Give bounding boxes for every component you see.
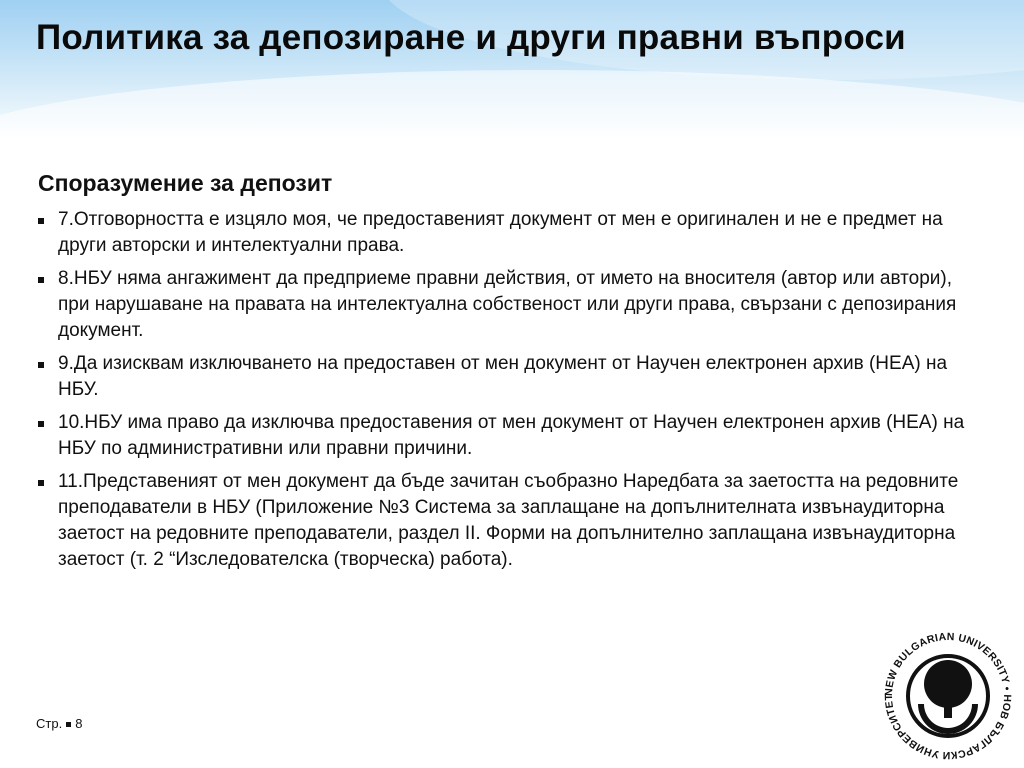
page-number: 8 (75, 716, 83, 731)
bullet-text: 8.НБУ няма ангажимент да предприеме правни действия, от името на вносителя (автор или автори), при нарушаване на правата на интелектуална собственост или други права, свързани с депозирания документ. (58, 268, 957, 341)
separator-icon (66, 722, 71, 727)
bullet-item (38, 266, 988, 344)
page-footer (36, 716, 82, 731)
header-wave (0, 70, 1024, 140)
bullet-icon (38, 218, 44, 224)
logo-ring-text: NEW BULGARIAN UNIVERSITY • НОВ БЪЛГАРСКИ УНИВЕРСИТЕТ (882, 630, 1014, 762)
bullet-item (38, 469, 988, 573)
bullet-icon (38, 362, 44, 368)
bullet-text: 9.Да изисквам изключването на предоставен от мен документ от Научен електронен архив (НЕА) на НБУ. (58, 353, 948, 400)
bullet-text: 7.Отговорността е изцяло моя, че предоставеният документ от мен е оригинален и не е предмет на други авторски и интелектуални права. (58, 209, 943, 256)
slide-title: Политика за депозиране и други правни въпроси (36, 18, 906, 57)
bullet-item (38, 410, 988, 462)
section-heading: Споразумение за депозит (38, 170, 333, 196)
bullet-icon (38, 277, 44, 283)
bullet-item (38, 351, 988, 403)
bullet-icon (38, 421, 44, 427)
bullet-item (38, 207, 988, 259)
page-label: Стр. (36, 716, 63, 731)
bullet-text: 11.Представеният от мен документ да бъде зачитан съобразно Наредбата за заетостта на редовните преподаватели в НБУ (Приложение №3 Система за заплащане на допълнителната извънаудиторна заетост на редовните преподаватели, раздел II. Форми на допълнително заплащана извънаудиторна заетост (т. 2 “Изследователска (творческа) работа). (58, 471, 959, 570)
slide-content (38, 170, 988, 580)
bullet-icon (38, 480, 44, 486)
bullet-list (38, 207, 988, 573)
nbu-logo-icon (878, 626, 1018, 766)
bullet-text: 10.НБУ има право да изключва предоставения от мен документ от Научен електронен архив (НЕА) на НБУ по административни или правни причини. (58, 412, 965, 459)
